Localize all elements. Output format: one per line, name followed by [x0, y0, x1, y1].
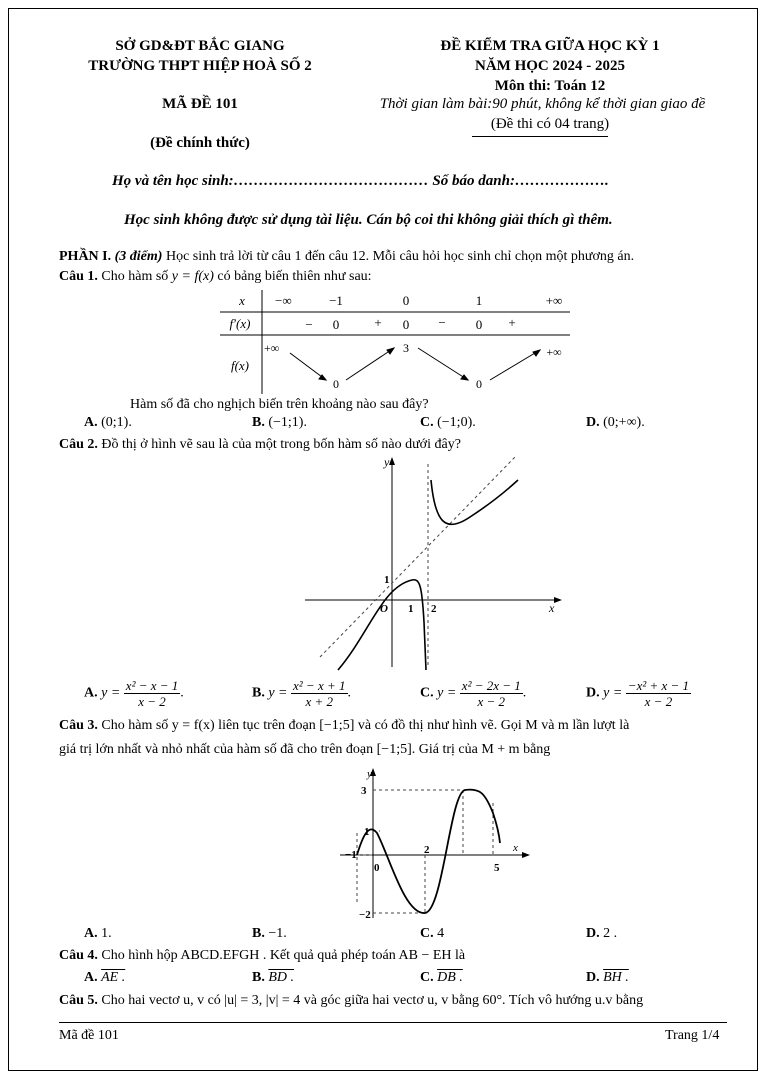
- q4-option-a[interactable]: A. AE .: [84, 970, 126, 985]
- q2-option-a[interactable]: A. y = $\frac{\text{x² − x − 1}}{x - 2}$ .: [84, 678, 184, 709]
- x-tick-5: 5: [494, 862, 500, 874]
- page-count: (Đề thi có 04 trang): [490, 116, 610, 132]
- x-tick-neg1: −1: [345, 849, 357, 861]
- exam-rules-note: Học sinh không được sử dụng tài liệu. Cán bộ coi thi không giải thích gì thêm.: [124, 212, 613, 228]
- origin-label: 0: [374, 862, 380, 874]
- sign-1: 0: [332, 317, 340, 332]
- q1-option-c[interactable]: C. (−1;0).: [420, 415, 476, 430]
- sign-6: +: [508, 315, 516, 330]
- q3-option-c[interactable]: C. 4: [420, 926, 445, 941]
- exam-time: Thời gian làm bài:90 phút, không kể thời gian giao đề: [379, 96, 706, 112]
- q2-option-c[interactable]: C. y = $\frac{\text{x² − 2x − 1}}{x - 2}$ .: [420, 678, 527, 709]
- f-label: f(x): [230, 358, 250, 373]
- q4-stem: Câu 4. Cho hình hộp ABCD.EFGH . Kết quả quả phép toán AB − EH là: [59, 948, 466, 963]
- f-val-4: +∞: [546, 345, 562, 359]
- origin-label: O: [380, 603, 388, 615]
- q1-option-d[interactable]: D. (0;+∞).: [586, 415, 645, 430]
- x-tick-2: 2: [424, 844, 430, 856]
- x-val-2: 0: [402, 293, 410, 308]
- q1-question: Hàm số đã cho nghịch biến trên khoảng nào sau đây?: [130, 397, 429, 412]
- q4-option-c[interactable]: C. DB .: [420, 970, 463, 985]
- q3-option-d[interactable]: D. 2 .: [586, 926, 618, 941]
- underline: [472, 136, 608, 137]
- exam-code: MÃ ĐỀ 101: [162, 96, 238, 112]
- official-note: (Đề chính thức): [150, 135, 250, 151]
- q2-stem: Câu 2. Đồ thị ở hình vẽ sau là của một trong bốn hàm số nào dưới đây?: [59, 437, 461, 452]
- school-dept: SỞ GD&ĐT BẮC GIANG: [115, 38, 285, 54]
- x-tick-2: 2: [431, 603, 437, 615]
- footer-rule: [59, 1022, 727, 1023]
- f-val-0: +∞: [264, 341, 280, 355]
- q1-stem: Câu 1. Cho hàm số y = f(x) có bảng biến thiên như sau:: [59, 269, 372, 284]
- y-axis-label: y: [367, 768, 372, 780]
- y-tick-3: 3: [361, 785, 367, 797]
- y-tick-1: 1: [384, 574, 390, 586]
- y-tick-1: 1: [364, 826, 370, 838]
- footer-exam-code: Mã đề 101: [59, 1028, 119, 1043]
- q1-option-a[interactable]: A. (0;1).: [84, 415, 132, 430]
- x-axis-label: x: [513, 842, 518, 854]
- footer-page-number: Trang 1/4: [665, 1028, 720, 1043]
- y-axis-label: y: [384, 455, 390, 469]
- x-axis-label: x: [549, 601, 555, 615]
- sign-2: +: [374, 315, 382, 330]
- q3-option-b[interactable]: B. −1.: [252, 926, 287, 941]
- sign-3: 0: [402, 317, 410, 332]
- fprime-label: f′(x): [229, 316, 251, 331]
- q3-option-a[interactable]: A. 1.: [84, 926, 112, 941]
- f-val-3: 0: [476, 377, 482, 391]
- q3-stem-line2: giá trị lớn nhất và nhỏ nhất của hàm số đã cho trên đoạn [−1;5]. Giá trị của M + m bằng: [59, 742, 551, 757]
- q2-graph: [300, 452, 570, 672]
- exam-title: ĐỀ KIỂM TRA GIỮA HỌC KỲ 1: [440, 38, 660, 54]
- variation-table: [220, 290, 570, 395]
- x-val-1: −1: [329, 293, 343, 308]
- q2-option-b[interactable]: B. y = $\frac{\text{x² − x + 1}}{x + 2}$ .: [252, 678, 351, 709]
- q3-stem-line1: Câu 3. Cho hàm số y = f(x) liên tục trên đoạn [−1;5] và có đồ thị như hình vẽ. Gọi M và m lần lượt là: [59, 718, 630, 733]
- q3-graph: [335, 763, 535, 923]
- x-val-0: −∞: [275, 293, 292, 308]
- sign-0: −: [305, 317, 313, 332]
- x-label: x: [239, 293, 245, 308]
- q4-option-d[interactable]: D. BH .: [586, 970, 629, 985]
- part1-heading: PHẦN I. (3 điểm) Học sinh trả lời từ câu 1 đến câu 12. Mỗi câu hỏi học sinh chỉ chọn một phương án.: [59, 249, 635, 264]
- subject: Môn thi: Toán 12: [494, 78, 606, 94]
- sign-5: 0: [475, 317, 483, 332]
- sign-4: −: [438, 315, 446, 330]
- q1-option-b[interactable]: B. (−1;1).: [252, 415, 307, 430]
- q4-option-b[interactable]: B. BD .: [252, 970, 295, 985]
- school-year: NĂM HỌC 2024 - 2025: [475, 58, 625, 74]
- y-tick-neg2: −2: [359, 909, 371, 921]
- x-tick-1: 1: [408, 603, 414, 615]
- q5-stem: Câu 5. Cho hai vectơ u, v có |u| = 3, |v| = 4 và góc giữa hai vectơ u, v bằng 60°. Tích vô hướng u.v bằng: [59, 993, 644, 1008]
- f-val-1: 0: [333, 377, 339, 391]
- student-info-line: Họ và tên học sinh:………………………………… Số báo danh:……………….: [112, 173, 609, 189]
- x-val-3: 1: [475, 293, 483, 308]
- school-name: TRƯỜNG THPT HIỆP HOÀ SỐ 2: [88, 58, 312, 74]
- x-val-4: +∞: [545, 293, 563, 308]
- f-val-2: 3: [403, 341, 409, 355]
- q2-option-d[interactable]: D. y = $\frac{\text{−x² + x − 1}}{x - 2}$: [586, 678, 690, 709]
